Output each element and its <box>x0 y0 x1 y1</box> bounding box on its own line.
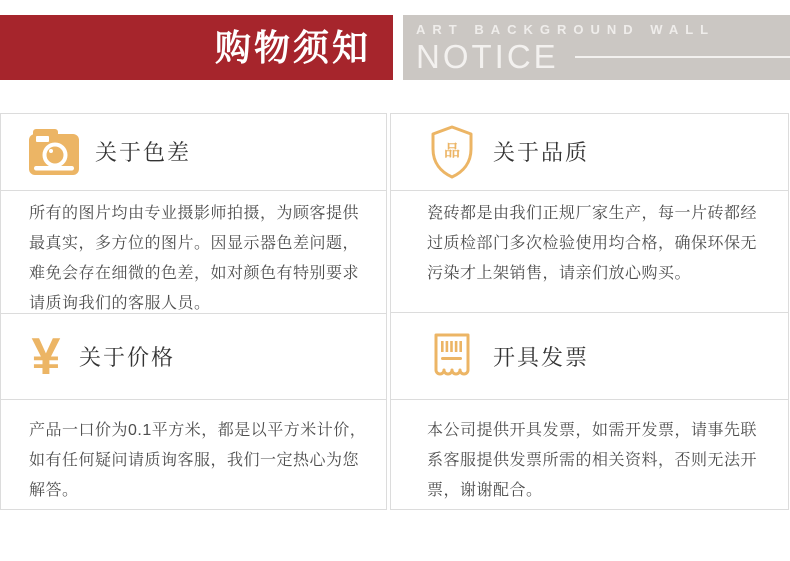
section-price-body: 产品一口价为0.1平方米，都是以平方米计价，如有任何疑问请质询客服，我们一定热心为您解答。 <box>29 422 367 500</box>
section-invoice-title: 开具发票 <box>493 344 590 370</box>
notice-underline <box>575 56 790 58</box>
header-subtitle-block <box>403 15 790 80</box>
header-title-block <box>0 15 393 80</box>
section-color-title: 关于色差 <box>95 140 192 166</box>
shield-shape <box>426 124 478 180</box>
notice-grid <box>0 113 790 510</box>
section-quality-title: 关于品质 <box>493 140 590 166</box>
page-title: 购物须知 <box>214 26 371 68</box>
shield-glyph: 品 <box>443 142 460 160</box>
header-gap <box>393 15 403 80</box>
section-color-title-row <box>1 114 386 191</box>
yuan-icon <box>29 327 63 386</box>
section-quality-text-row <box>391 191 788 314</box>
yuan-glyph: ¥ <box>31 327 61 386</box>
header-subtitle-en: ART BACKGROUND WALL <box>416 22 716 37</box>
section-quality-body: 瓷砖都是由我们正规厂家生产，每一片砖都经过质检部门多次检验使用均合格，确保环保无污染才上架销售，请亲们放心购买。 <box>427 204 758 282</box>
section-invoice-text-row <box>391 400 788 509</box>
left-column <box>0 113 387 510</box>
right-column <box>390 113 789 510</box>
section-price-text-row <box>1 400 386 509</box>
section-invoice-title-row <box>391 313 788 400</box>
section-color-body: 所有的图片均由专业摄影师拍摄，为顾客提供最真实，多方位的图片。因显示器色差问题，难免会存在细微的色差，如对颜色有特别要求请质询我们的客服人员。 <box>29 204 360 312</box>
section-quality-title-row <box>391 114 788 191</box>
receipt-icon <box>427 330 477 382</box>
section-color-text-row <box>1 191 386 314</box>
section-price-title-row <box>1 314 386 401</box>
page-header <box>0 15 790 80</box>
section-price-title: 关于价格 <box>79 345 176 371</box>
notice-label: NOTICE <box>416 38 559 75</box>
camera-icon <box>29 129 79 175</box>
shield-icon <box>427 124 477 180</box>
notice-row <box>416 40 790 73</box>
section-invoice-body: 本公司提供开具发票，如需开发票，请事先联系客服提供发票所需的相关资料，否则无法开票，谢谢配合。 <box>427 422 758 500</box>
